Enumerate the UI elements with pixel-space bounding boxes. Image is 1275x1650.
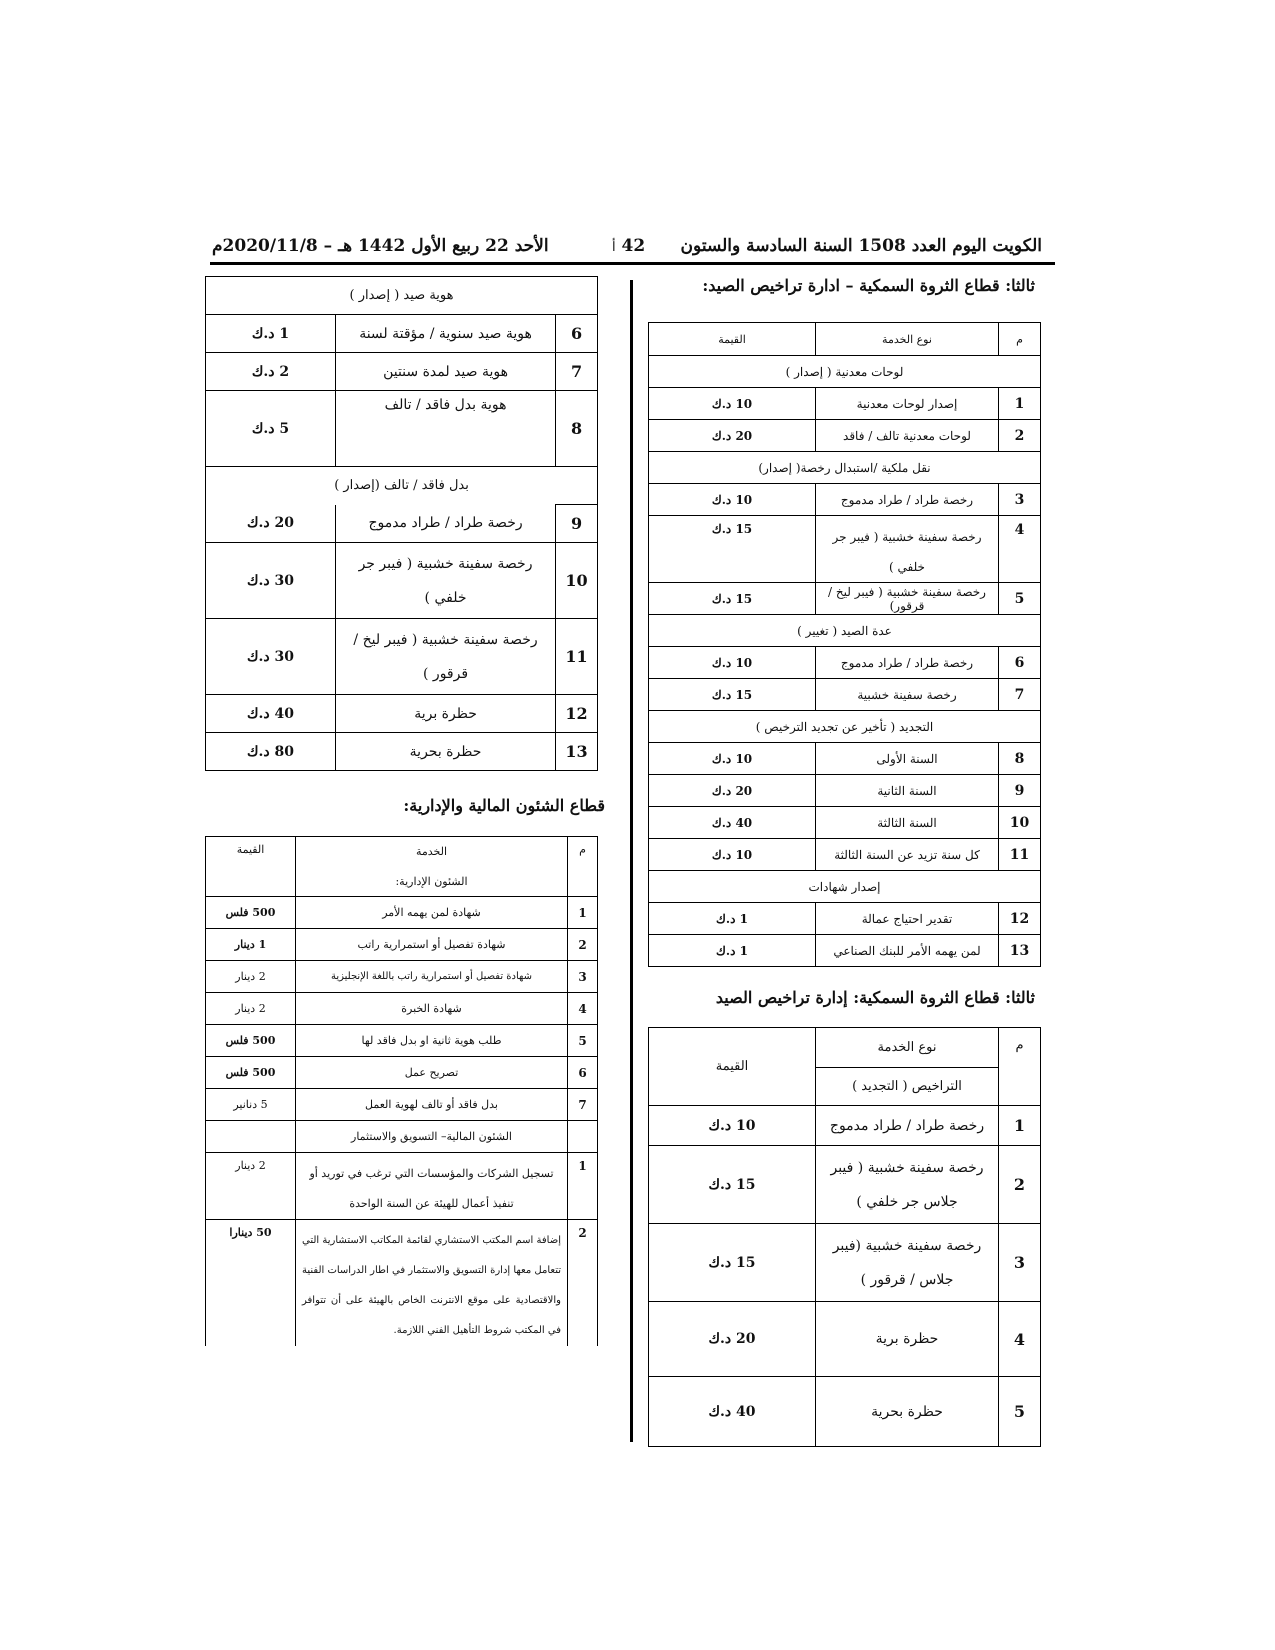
- row-value: 500 فلس: [206, 1057, 296, 1089]
- row-num: 2: [999, 1146, 1041, 1224]
- row-num: 11: [999, 839, 1041, 871]
- row-service: كل سنة تزيد عن السنة الثالثة: [816, 839, 999, 871]
- row-service: هوية صيد لمدة سنتين: [336, 353, 556, 391]
- row-value: 500 فلس: [206, 1025, 296, 1057]
- fishing-id-table: [205, 276, 598, 771]
- journal-title: الكويت اليوم العدد 1508 السنة السادسة والستون: [680, 236, 1042, 256]
- row-value: 1 د.ك: [649, 935, 816, 967]
- row-service: رخصة طراد / طراد مدموج: [816, 484, 999, 516]
- row-value: 40 د.ك: [649, 807, 816, 839]
- row-service: إصدار لوحات معدنية: [816, 388, 999, 420]
- page-marker: أ: [612, 240, 616, 255]
- table-row: [649, 807, 1041, 839]
- column-divider: [630, 280, 633, 1442]
- row-service: لوحات معدنية تالف / فاقد: [816, 420, 999, 452]
- row-service: رخصة سفينة خشبية ( فيبر جر خلفي ): [816, 516, 999, 583]
- row-service: رخصة طراد / طراد مدموج: [816, 1106, 999, 1146]
- table-row: [206, 1089, 598, 1121]
- issue-date: الأحد 22 ربيع الأول 1442 هـ – 2020/11/8م: [212, 236, 549, 256]
- table-row: [649, 743, 1041, 775]
- row-value: 500 فلس: [206, 897, 296, 929]
- license-renewal-table: [648, 1027, 1041, 1447]
- row-num: 13: [999, 935, 1041, 967]
- row-value: 10 د.ك: [649, 484, 816, 516]
- row-value: 2 د.ك: [206, 353, 336, 391]
- row-service: لمن يهمه الأمر للبنك الصناعي: [816, 935, 999, 967]
- row-service: حظرة برية: [336, 695, 556, 733]
- row-service: السنة الثالثة: [816, 807, 999, 839]
- col-header-service: نوع الخدمة: [816, 1028, 999, 1068]
- row-num: 1: [999, 388, 1041, 420]
- row-service: رخصة سفينة خشبية ( فيبر ليخ / قرقور ): [336, 619, 556, 695]
- row-service: رخصة طراد / طراد مدموج: [816, 647, 999, 679]
- table-row: [206, 353, 598, 391]
- row-service: رخصة سفينة خشبية: [816, 679, 999, 711]
- admin-subheader: الشئون الإدارية:: [296, 867, 568, 897]
- row-num: 10: [999, 807, 1041, 839]
- row-num: 13: [556, 733, 598, 771]
- table-row: [649, 1224, 1041, 1302]
- row-value: 2 دينار: [206, 961, 296, 993]
- group-label: بدل فاقد / تالف (إصدار ): [206, 467, 598, 505]
- row-value: 10 د.ك: [649, 839, 816, 871]
- table-row: [649, 516, 1041, 583]
- row-num: 3: [999, 1224, 1041, 1302]
- row-num: 6: [556, 315, 598, 353]
- table-row: [206, 543, 598, 619]
- row-value: 30 د.ك: [206, 543, 336, 619]
- table-row: [206, 695, 598, 733]
- row-value: 80 د.ك: [206, 733, 336, 771]
- table-row: [649, 1106, 1041, 1146]
- finance-admin-table: [205, 836, 598, 1346]
- row-value: 20 د.ك: [649, 420, 816, 452]
- section-title-finance-admin: قطاع الشئون المالية والإدارية:: [403, 796, 605, 815]
- row-num: 6: [999, 647, 1041, 679]
- col-header-num: م: [568, 837, 598, 897]
- row-value: 40 د.ك: [206, 695, 336, 733]
- row-num: 1: [999, 1106, 1041, 1146]
- group-label: نقل ملكية /استبدال رخصة( إصدار): [649, 452, 1041, 484]
- table-row: [206, 315, 598, 353]
- table-row: [206, 733, 598, 771]
- row-service: شهادة لمن يهمه الأمر: [296, 897, 568, 929]
- table-row: [206, 1153, 598, 1220]
- col-header-value: القيمة: [206, 837, 296, 897]
- row-service: شهادة الخبرة: [296, 993, 568, 1025]
- col-header-num: م: [999, 323, 1041, 356]
- row-service: السنة الثانية: [816, 775, 999, 807]
- row-service: حظرة بحرية: [336, 733, 556, 771]
- row-value: 20 د.ك: [649, 1302, 816, 1377]
- table-row: [206, 929, 598, 961]
- table-row: [649, 388, 1041, 420]
- row-value: 20 د.ك: [649, 775, 816, 807]
- table-row: [649, 775, 1041, 807]
- row-service: تصريح عمل: [296, 1057, 568, 1089]
- table-row: [206, 1057, 598, 1089]
- row-service: شهادة تفصيل أو استمرارية راتب باللغة الإنجليزية: [296, 961, 568, 993]
- row-service: تقدير احتياج عمالة: [816, 903, 999, 935]
- row-value: 20 د.ك: [206, 505, 336, 543]
- table-row: [649, 583, 1041, 615]
- row-num: 4: [999, 516, 1041, 583]
- row-value: 15 د.ك: [649, 516, 816, 583]
- row-service: رخصة سفينة خشبية ( فيبر جلاس جر خلفي ): [816, 1146, 999, 1224]
- row-service: رخصة سفينة خشبية ( فيبر جر خلفي ): [336, 543, 556, 619]
- row-value: 1 د.ك: [649, 903, 816, 935]
- col-header-service: نوع الخدمة: [816, 323, 999, 356]
- row-service: هوية بدل فاقد / تالف: [336, 391, 556, 467]
- row-service: حظرة برية: [816, 1302, 999, 1377]
- row-num: 11: [556, 619, 598, 695]
- page-number-value: 42: [621, 236, 646, 256]
- row-value: 15 د.ك: [649, 583, 816, 615]
- finance-subheader: الشئون المالية– التسويق والاستثمار: [296, 1121, 568, 1153]
- table-row: [649, 420, 1041, 452]
- table-row: [649, 484, 1041, 516]
- row-num: 8: [556, 391, 598, 467]
- row-value: 10 د.ك: [649, 647, 816, 679]
- header-rule: [210, 262, 1055, 265]
- table-row: [206, 961, 598, 993]
- group-label: إصدار شهادات: [649, 871, 1041, 903]
- renewal-subheader: التراخيص ( التجديد ): [816, 1068, 999, 1106]
- section-title-renewal: ثالثا: قطاع الثروة السمكية: إدارة تراخيص الصيد: [715, 988, 1035, 1007]
- row-value: 15 د.ك: [649, 679, 816, 711]
- page-number: [612, 236, 645, 256]
- row-num: 4: [999, 1302, 1041, 1377]
- table-row: [206, 993, 598, 1025]
- table-row: [649, 679, 1041, 711]
- col-header-num: م: [999, 1028, 1041, 1106]
- row-num: 7: [999, 679, 1041, 711]
- row-num: 1: [568, 1153, 598, 1220]
- row-value: 5 دنانير: [206, 1089, 296, 1121]
- row-num: 7: [556, 353, 598, 391]
- row-num: 2: [568, 1220, 598, 1347]
- row-service: رخصة سفينة خشبية (فيبر جلاس / قرقور ): [816, 1224, 999, 1302]
- row-value: 10 د.ك: [649, 743, 816, 775]
- row-num: 5: [999, 583, 1041, 615]
- row-service: إضافة اسم المكتب الاستشاري لقائمة المكاتب الاستشارية التي تتعامل معها إدارة التسويق والاستثمار في اطار الدراسات الفنية والاقتصادية على موقع الانترنت الخاص بالهيئة على أن تتوافر في المكتب شروط التأهيل الفني اللازمة.: [296, 1220, 568, 1347]
- row-num: 10: [556, 543, 598, 619]
- row-num: 3: [999, 484, 1041, 516]
- table-row: [206, 391, 598, 467]
- row-value: 30 د.ك: [206, 619, 336, 695]
- row-value: 40 د.ك: [649, 1377, 816, 1447]
- table-row: [206, 1220, 598, 1347]
- row-num: 1: [568, 897, 598, 929]
- table-row: [206, 505, 598, 543]
- table-row: [649, 1377, 1041, 1447]
- table-row: [649, 1302, 1041, 1377]
- table-row: [206, 1025, 598, 1057]
- row-num: 5: [999, 1377, 1041, 1447]
- col-header-value: القيمة: [649, 323, 816, 356]
- row-value: 10 د.ك: [649, 1106, 816, 1146]
- row-service: شهادة تفصيل أو استمرارية راتب: [296, 929, 568, 961]
- row-value: 10 د.ك: [649, 388, 816, 420]
- row-num: 12: [556, 695, 598, 733]
- row-num: 3: [568, 961, 598, 993]
- fisheries-licenses-table: [648, 322, 1041, 967]
- col-header-value: القيمة: [649, 1028, 816, 1106]
- row-service: رخصة سفينة خشبية ( فيبر ليخ / قرقور): [816, 583, 999, 615]
- row-value: 50 دينارا: [206, 1220, 296, 1347]
- row-value: 15 د.ك: [649, 1224, 816, 1302]
- row-num: 9: [556, 505, 598, 543]
- row-num: 12: [999, 903, 1041, 935]
- row-num: 5: [568, 1025, 598, 1057]
- col-header-service: الخدمة: [296, 837, 568, 867]
- row-service: تسجيل الشركات والمؤسسات التي ترغب في توريد أو تنفيذ أعمال للهيئة عن السنة الواحدة: [296, 1153, 568, 1220]
- table-row: [649, 647, 1041, 679]
- row-value: 1 دينار: [206, 929, 296, 961]
- table-row: [649, 1146, 1041, 1224]
- row-value: 1 د.ك: [206, 315, 336, 353]
- row-num: 8: [999, 743, 1041, 775]
- row-num: 2: [568, 929, 598, 961]
- table-row: [649, 839, 1041, 871]
- row-value: 2 دينار: [206, 993, 296, 1025]
- table-row: [206, 619, 598, 695]
- table-row: [649, 903, 1041, 935]
- row-value: 2 دينار: [206, 1153, 296, 1220]
- row-value: 5 د.ك: [206, 391, 336, 467]
- section-title-fisheries: ثالثا: قطاع الثروة السمكية – ادارة تراخيص الصيد:: [702, 276, 1035, 295]
- row-num: 2: [999, 420, 1041, 452]
- group-label: عدة الصيد ( تغيير ): [649, 615, 1041, 647]
- row-num: 4: [568, 993, 598, 1025]
- row-service: هوية صيد سنوية / مؤقتة لسنة: [336, 315, 556, 353]
- row-service: بدل فاقد أو تالف لهوية العمل: [296, 1089, 568, 1121]
- group-label: التجديد ( تأخير عن تجديد الترخيص ): [649, 711, 1041, 743]
- group-label: لوحات معدنية ( إصدار ): [649, 356, 1041, 388]
- row-service: طلب هوية ثانية او بدل فاقد لها: [296, 1025, 568, 1057]
- table-row: [649, 935, 1041, 967]
- row-service: حظرة بحرية: [816, 1377, 999, 1447]
- table-row: [206, 897, 598, 929]
- row-service: رخصة طراد / طراد مدموج: [336, 505, 556, 543]
- row-service: السنة الأولى: [816, 743, 999, 775]
- row-num: 9: [999, 775, 1041, 807]
- row-value: 15 د.ك: [649, 1146, 816, 1224]
- row-num: 7: [568, 1089, 598, 1121]
- group-label: هوية صيد ( إصدار ): [206, 277, 598, 315]
- row-num: 6: [568, 1057, 598, 1089]
